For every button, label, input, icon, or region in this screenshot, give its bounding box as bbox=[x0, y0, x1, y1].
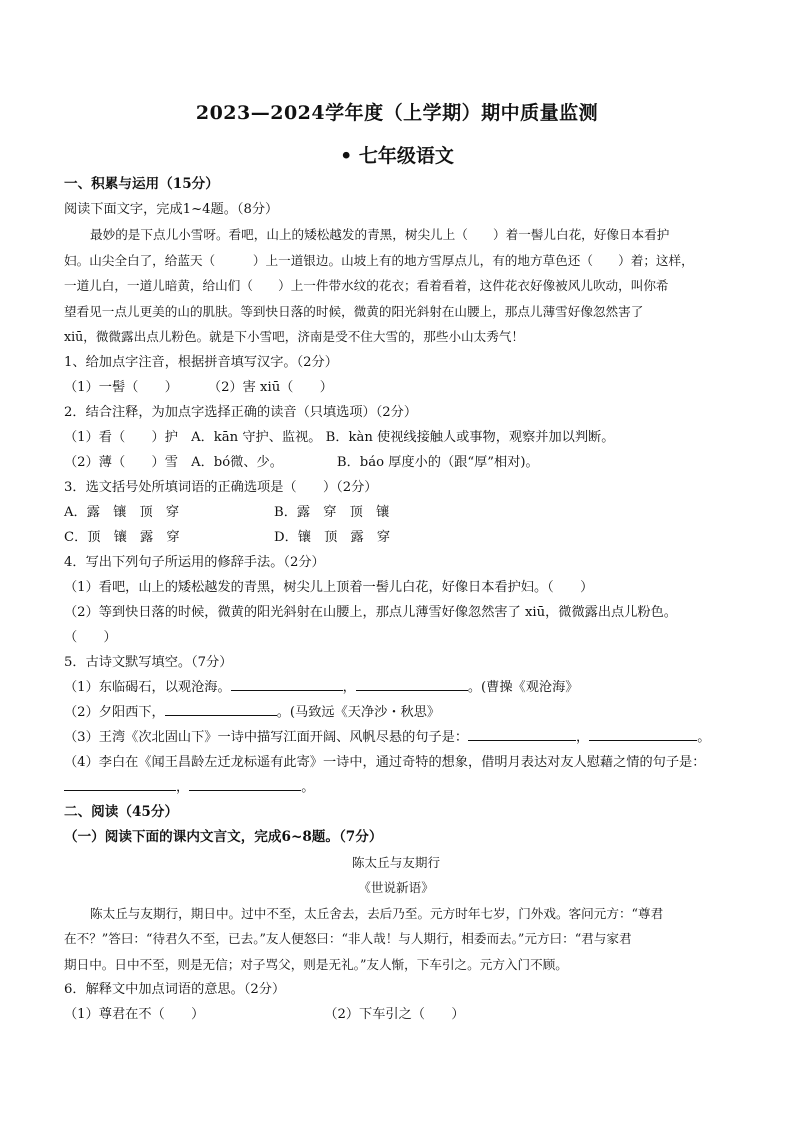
option-a: A．露 镶 顶 穿 bbox=[64, 504, 180, 520]
question-3-stem: 3．选文括号处所填词语的正确选项是（ ）（2分） bbox=[64, 479, 378, 495]
passage-line: 望看见一点儿更美的山的肌肤。等到快日落的时候，微黄的阳光斜射在山腰上，那点儿薄雪好像忽然害了 bbox=[64, 303, 644, 319]
question-6-items bbox=[64, 1002, 728, 1027]
question-2-line-1: （1）看（ ）护 A．kān 守护、监视。 B．kàn 使视线接触人或事物，观察并加以判断。 bbox=[64, 429, 615, 445]
section-1-intro: 阅读下面文字，完成1~4题。（8分） bbox=[64, 202, 279, 217]
question-5-line-1 bbox=[64, 675, 728, 700]
q5-text: ， bbox=[342, 679, 356, 695]
q5-text: （3）王湾《次北固山下》一诗中描写江面开阔、风帆尽悬的句子是： bbox=[64, 729, 469, 745]
q5-text: 。(马致远《天净沙・秋思》 bbox=[276, 704, 441, 720]
answer-blank[interactable] bbox=[189, 776, 301, 791]
q5-text: （2）夕阳西下， bbox=[64, 704, 165, 720]
exam-subtitle: • 七年级语文 bbox=[340, 145, 454, 167]
classical-line: 陈太丘与友期行，期日中。过中不至，太丘舍去，去后乃至。元方时年七岁，门外戏。客问元方：“尊君 bbox=[90, 905, 664, 921]
question-2-option-b: B．báo 厚度小的（跟“厚”相对)。 bbox=[336, 454, 539, 470]
q5-text: （1）东临碣石，以观沧海。 bbox=[64, 679, 231, 695]
question-2-stem: 2．结合注释，为加点字选择正确的读音（只填选项）（2分） bbox=[64, 404, 418, 420]
q5-text: ， bbox=[576, 729, 590, 745]
question-3-row-2 bbox=[64, 525, 728, 550]
reading-passage bbox=[64, 222, 728, 350]
passage-line: 妇。山尖全白了，给蓝天（ ）上一道银边。山坡上有的地方雪厚点儿，有的地方草色还（ ）着；这样， bbox=[64, 252, 694, 268]
question-4-line-1: （1）看吧，山上的矮松越发的青黑，树尖儿上顶着一髻儿白花，好像日本看护妇。（ ） bbox=[64, 579, 594, 595]
question-1-stem: 1、给加点字注音，根据拼音填写汉字。（2分） bbox=[64, 354, 338, 370]
exam-title: 2023—2024学年度（上学期）期中质量监测 bbox=[195, 102, 599, 124]
exam-content bbox=[64, 172, 728, 1027]
text-title: 陈太丘与友期行 bbox=[351, 854, 441, 870]
question-5-line-3 bbox=[64, 725, 728, 750]
question-1-item-a: （1）一髻（ ） bbox=[64, 379, 178, 395]
answer-blank[interactable] bbox=[468, 726, 576, 741]
question-2-line-2 bbox=[64, 450, 728, 475]
q5-text: 。(曹操《观沧海》 bbox=[467, 679, 579, 695]
classical-line: 在不？”答曰：“待君久不至，已去。”友人便怒曰：“非人哉！与人期行，相委而去。”元方曰：“君与家君 bbox=[64, 931, 632, 946]
q5-text: ， bbox=[176, 779, 190, 795]
question-4-stem: 4．写出下列句子所运用的修辞手法。（2分） bbox=[64, 554, 325, 570]
question-3-row-1 bbox=[64, 500, 728, 525]
answer-blank[interactable] bbox=[165, 701, 277, 716]
question-5-stem: 5．古诗文默写填空。（7分） bbox=[64, 654, 233, 670]
option-c: C．顶 镶 露 穿 bbox=[64, 529, 180, 545]
question-5-line-4: （4）李白在《闻王昌龄左迁龙标遥有此寄》一诗中，通过奇特的想象，借明月表达对友人慰藉之情的句子是： bbox=[64, 754, 706, 770]
answer-blank[interactable] bbox=[356, 676, 468, 691]
question-6-item-b: （2）下车引之（ ） bbox=[324, 1007, 465, 1022]
q5-text: 。 bbox=[697, 729, 711, 745]
answer-blank[interactable] bbox=[589, 726, 697, 741]
answer-blank[interactable] bbox=[231, 676, 343, 691]
classical-text bbox=[64, 901, 728, 978]
question-6-item-a: （1）尊君在不（ ） bbox=[64, 1007, 205, 1022]
question-4-line-3: （ ） bbox=[64, 629, 117, 645]
answer-blank[interactable] bbox=[64, 776, 176, 791]
section-1-heading: 一、积累与运用（15分） bbox=[64, 176, 219, 192]
option-d: D．镶 顶 露 穿 bbox=[274, 529, 391, 545]
question-6-stem: 6．解释文中加点词语的意思。（2分） bbox=[64, 982, 286, 997]
section-2-heading: 二、阅读（45分） bbox=[64, 803, 179, 820]
option-b: B．露 穿 顶 镶 bbox=[274, 504, 390, 520]
section-2-sub-1: （一）阅读下面的课内文言文，完成6~8题。（7分） bbox=[64, 828, 383, 845]
question-5-line-2 bbox=[64, 700, 728, 725]
passage-line: 一道儿白，一道儿暗黄，给山们（ ）上一件带水纹的花衣；看着看着，这件花衣好像被风儿吹动，叫你希 bbox=[64, 278, 669, 293]
passage-line: 最妙的是下点儿小雪呀。看吧，山上的矮松越发的青黑，树尖儿上（ ）着一髻儿白花，好像日本看护 bbox=[90, 227, 670, 242]
passage-line: xiū，微微露出点儿粉色。就是下小雪吧，济南是受不住大雪的，那些小山太秀气！ bbox=[64, 329, 525, 344]
question-5-line-5 bbox=[64, 775, 728, 800]
question-2-option-a: （2）薄（ ）雪 A．bó微、少。 bbox=[64, 454, 283, 470]
question-4-line-2: （2）等到快日落的时候，微黄的阳光斜射在山腰上，那点儿薄雪好像忽然害了 xiū，微微露出点儿粉色。 bbox=[64, 604, 677, 620]
text-source: 《世说新语》 bbox=[358, 880, 434, 895]
classical-line: 期日中。日中不至，则是无信；对子骂父，则是无礼。”友人惭，下车引之。元方入门不顾。 bbox=[64, 956, 568, 972]
question-1-item-b: （2）害 xiū（ ） bbox=[207, 379, 333, 395]
question-1-items bbox=[64, 375, 728, 400]
q5-text: 。 bbox=[301, 779, 315, 795]
